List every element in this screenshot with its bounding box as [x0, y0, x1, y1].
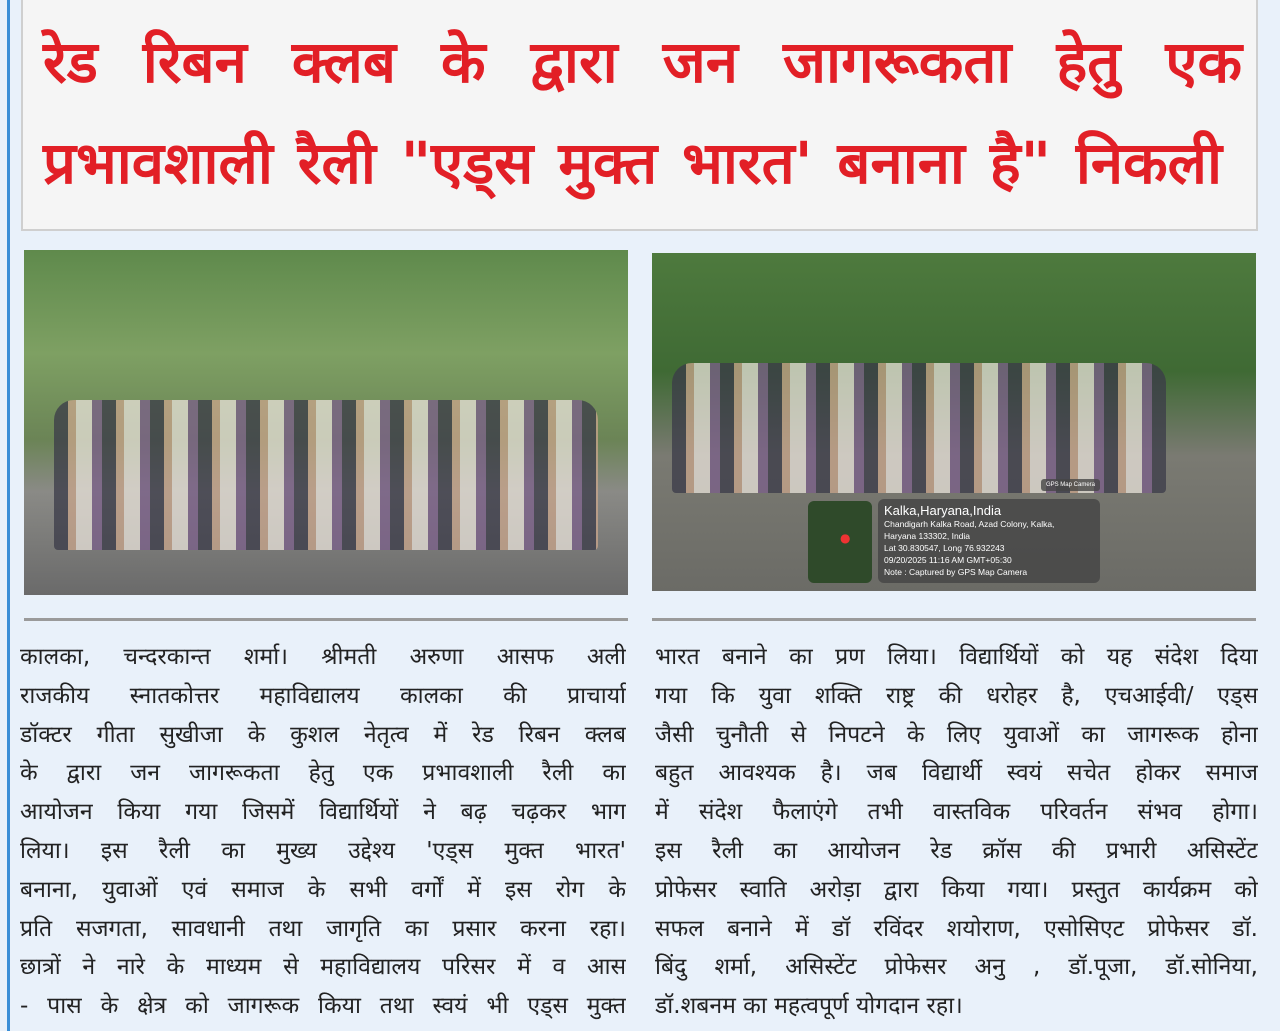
headline-line-2: प्रभावशाली रैली "एड्स मुक्त भारत' बनाना है" निकली [43, 129, 1222, 197]
article-column-left [20, 638, 626, 1026]
article-line: कालका, चन्दरकान्त शर्मा। श्रीमती अरुणा आसफ अली [20, 644, 626, 670]
article-line: में संदेश फैलाएंगे तभी वास्तविक परिवर्तन संभव होगा। [655, 799, 1258, 826]
gps-note: Note : Captured by GPS Map Camera [884, 567, 1028, 577]
rally-photo-left [24, 250, 628, 595]
article-line: प्रति सजगता, सावधानी तथा जागृति का प्रसार करना रहा। [20, 915, 626, 942]
article-line: राजकीय स्नातकोत्तर महाविद्यालय कालका की प्राचार्या [20, 682, 626, 709]
article-line: बनाना, युवाओं एवं समाज के सभी वर्गों में इस रोग के [20, 876, 626, 903]
article-line: गया कि युवा शक्ति राष्ट्र की धरोहर है, एचआईवी/ एड्स [655, 682, 1258, 709]
article-line: इस रैली का आयोजन रेड क्रॉस की प्रभारी असिस्टेंट [655, 837, 1258, 864]
gps-address-2: Haryana 133302, India [884, 531, 971, 541]
rally-photo-right [652, 253, 1256, 591]
gps-datetime: 09/20/2025 11:16 AM GMT+05:30 [884, 555, 1012, 565]
article-line: डॉक्टर गीता सुखीजा के कुशल नेतृत्व में रेड रिबन क्लब [20, 721, 626, 748]
headline-line-1: रेड रिबन क्लब के द्वारा जन जागरूकता हेतु एक [43, 28, 1242, 96]
gps-city: Kalka,Haryana,India [884, 503, 1002, 518]
map-thumbnail [808, 501, 872, 583]
article-line: प्रोफेसर स्वाति अरोड़ा द्वारा किया गया। प्रस्तुत कार्यक्रम को [655, 876, 1258, 903]
gps-coords: Lat 30.830547, Long 76.932243 [884, 543, 1005, 553]
headline-box [21, 0, 1258, 231]
article-line: सफल बनाने में डॉ रविंदर शयोराण, एसोसिएट प्रोफेसर डॉ. [655, 915, 1258, 942]
gps-camera-badge: GPS Map Camera [1041, 479, 1100, 491]
article-column-right [655, 638, 1258, 1026]
gps-overlay [808, 479, 1100, 583]
article-line: भारत बनाने का प्रण लिया। विद्यार्थियों को यह संदेश दिया [655, 644, 1258, 670]
gps-info-card [878, 499, 1100, 583]
students-group [54, 400, 598, 550]
article-line: छात्रों ने नारे के माध्यम से महाविद्यालय परिसर में व आस [20, 954, 626, 981]
article-line: लिया। इस रैली का मुख्य उद्देश्य 'एड्स मुक्त भारत' [20, 837, 626, 864]
article-line: के द्वारा जन जागरूकता हेतु एक प्रभावशाली रैली का [20, 760, 626, 787]
students-group [672, 363, 1166, 493]
article-line: जैसी चुनौती से निपटने के लिए युवाओं का जागरूक होना [655, 721, 1258, 748]
article-line: बिंदु शर्मा, असिस्टेंट प्रोफेसर अनु , डॉ.पूजा, डॉ.सोनिया, [655, 954, 1258, 981]
article-line: डॉ.शबनम का महत्वपूर्ण योगदान रहा। [655, 993, 963, 1020]
divider-right [652, 618, 1256, 621]
gps-address-1: Chandigarh Kalka Road, Azad Colony, Kalka, [884, 519, 1055, 529]
page-border [7, 0, 10, 1031]
article-line: - पास के क्षेत्र को जागरूक किया तथा स्वयं भी एड्स मुक्त [20, 993, 626, 1020]
article-line: बहुत आवश्यक है। जब विद्यार्थी स्वयं सचेत होकर समाज [655, 760, 1258, 787]
article-line: आयोजन किया गया जिसमें विद्यार्थियों ने बढ़ चढ़कर भाग [20, 799, 626, 826]
map-pin-icon: ● [840, 531, 851, 545]
divider-left [24, 618, 628, 621]
